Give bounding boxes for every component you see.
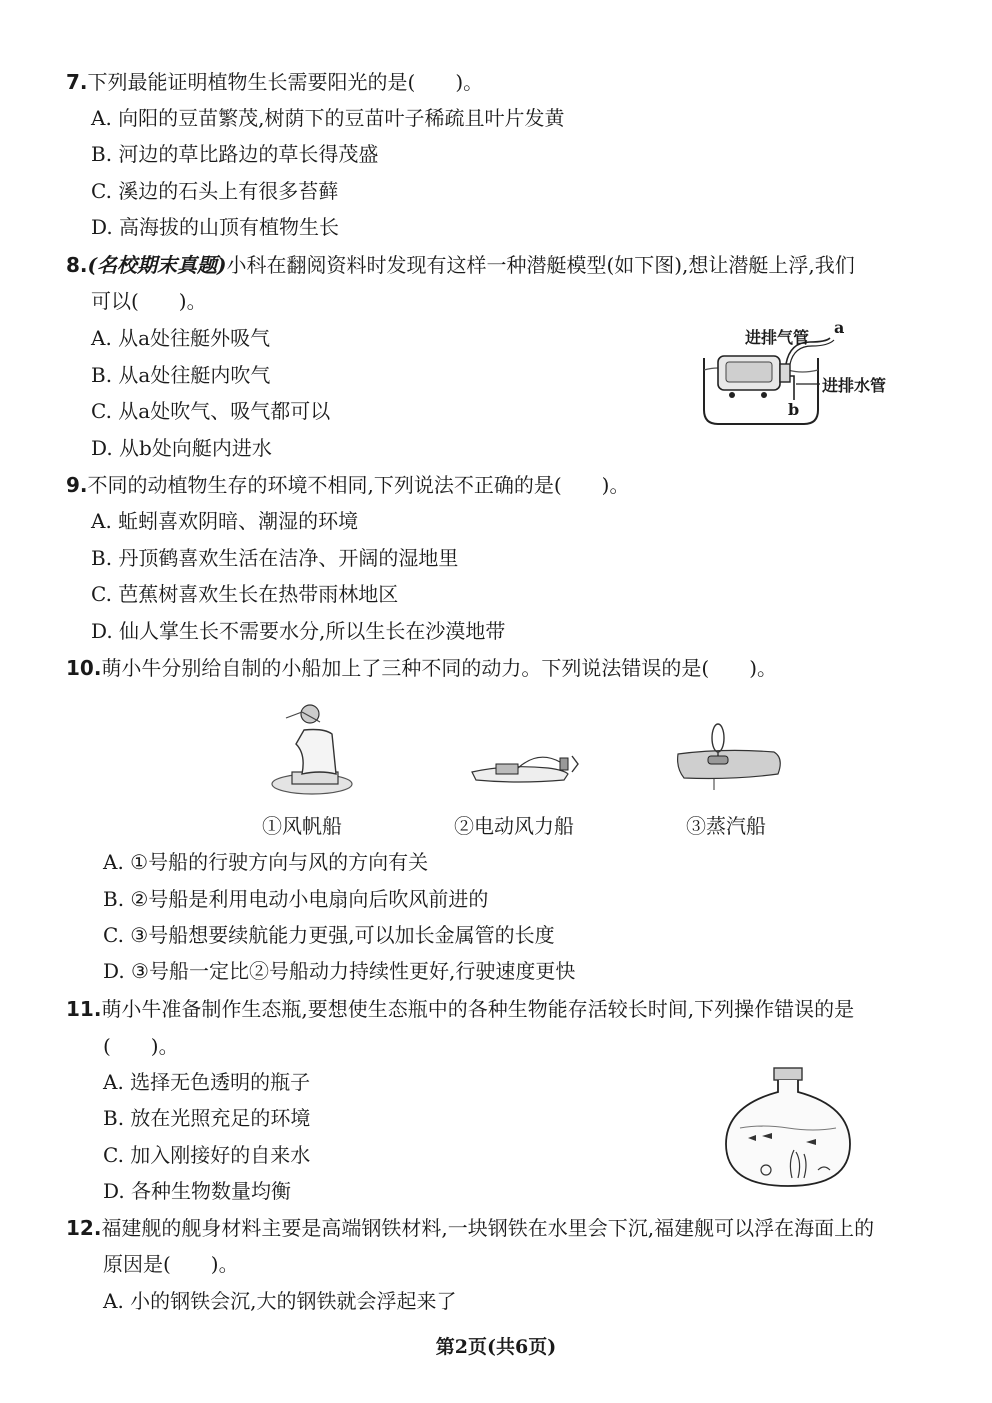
question-11-option-a: A. 选择无色透明的瓶子 [103,1070,311,1094]
steam-boat-icon [674,718,790,798]
question-10-option-c: C. ③号船想要续航能力更强,可以加长金属管的长度 [103,923,555,947]
question-11-stem-line2: ( )。 [103,1034,179,1058]
eco-bottle-icon [722,1066,854,1190]
page-footer: 第2页(共6页) [435,1336,557,1358]
question-9-option-a: A. 蚯蚓喜欢阴暗、潮湿的环境 [91,509,359,533]
label-a: a [834,318,845,337]
caption-steam-boat: ③蒸汽船 [686,814,766,838]
question-8-option-c: C. 从a处吹气、吸气都可以 [91,399,331,423]
sailboat-icon [262,700,362,800]
eco-bottle-figure [722,1066,854,1190]
question-11-option-b: B. 放在光照充足的环境 [103,1106,311,1130]
caption-fan-boat: ②电动风力船 [454,814,574,838]
sailboat-figure [262,700,362,800]
question-8-tag: (名校期末真题) [87,253,227,277]
question-12-stem: 12.福建舰的舰身材料主要是高端钢铁材料,一块钢铁在水里会下沉,福建舰可以浮在海面上的 [66,1216,875,1240]
water-pipe-label: 进排水管 [822,376,887,395]
question-10-option-b: B. ②号船是利用电动小电扇向后吹风前进的 [103,887,489,911]
question-7-option-b: B. 河边的草比路边的草长得茂盛 [91,142,379,166]
question-8-stem: 8.(名校期末真题)小科在翻阅资料时发现有这样一种潜艇模型(如下图),想让潜艇上浮,我们 [66,253,855,277]
question-7-option-c: C. 溪边的石头上有很多苔藓 [91,179,339,203]
question-7-stem: 7.下列最能证明植物生长需要阳光的是( )。 [66,70,484,94]
question-9-stem: 9.不同的动植物生存的环境不相同,下列说法不正确的是( )。 [66,473,630,497]
caption-sailboat: ①风帆船 [262,814,342,838]
submarine-model-figure [698,318,908,430]
fan-boat-icon [468,740,588,790]
question-7-option-d: D. 高海拔的山顶有植物生长 [91,215,340,239]
electric-fan-boat-figure [468,740,588,790]
label-b: b [788,400,800,419]
question-8-stem-line2: 可以( )。 [91,289,207,313]
question-12-option-a: A. 小的钢铁会沉,大的钢铁就会浮起来了 [103,1289,457,1313]
question-7-option-a: A. 向阳的豆苗繁茂,树荫下的豆苗叶子稀疏且叶片发黄 [91,106,565,130]
question-10-stem: 10.萌小牛分别给自制的小船加上了三种不同的动力。下列说法错误的是( )。 [66,656,778,680]
question-8-option-d: D. 从b处向艇内进水 [91,436,272,460]
question-12-stem-line2: 原因是( )。 [103,1252,239,1276]
steam-boat-figure [674,718,790,798]
question-10-option-a: A. ①号船的行驶方向与风的方向有关 [103,850,429,874]
question-11-stem: 11.萌小牛准备制作生态瓶,要想使生态瓶中的各种生物能存活较长时间,下列操作错误的是 [66,997,855,1021]
question-10-option-d: D. ③号船一定比②号船动力持续性更好,行驶速度更快 [103,959,576,983]
question-9-option-d: D. 仙人掌生长不需要水分,所以生长在沙漠地带 [91,619,506,643]
question-8-option-a: A. 从a处往艇外吸气 [91,326,271,350]
question-11-option-d: D. 各种生物数量均衡 [103,1179,292,1203]
question-9-option-c: C. 芭蕉树喜欢生长在热带雨林地区 [91,582,399,606]
question-8-option-b: B. 从a处往艇内吹气 [91,363,271,387]
question-11-option-c: C. 加入刚接好的自来水 [103,1143,311,1167]
question-9-option-b: B. 丹顶鹤喜欢生活在洁净、开阔的湿地里 [91,546,459,570]
air-pipe-label: 进排气管 [745,328,810,347]
